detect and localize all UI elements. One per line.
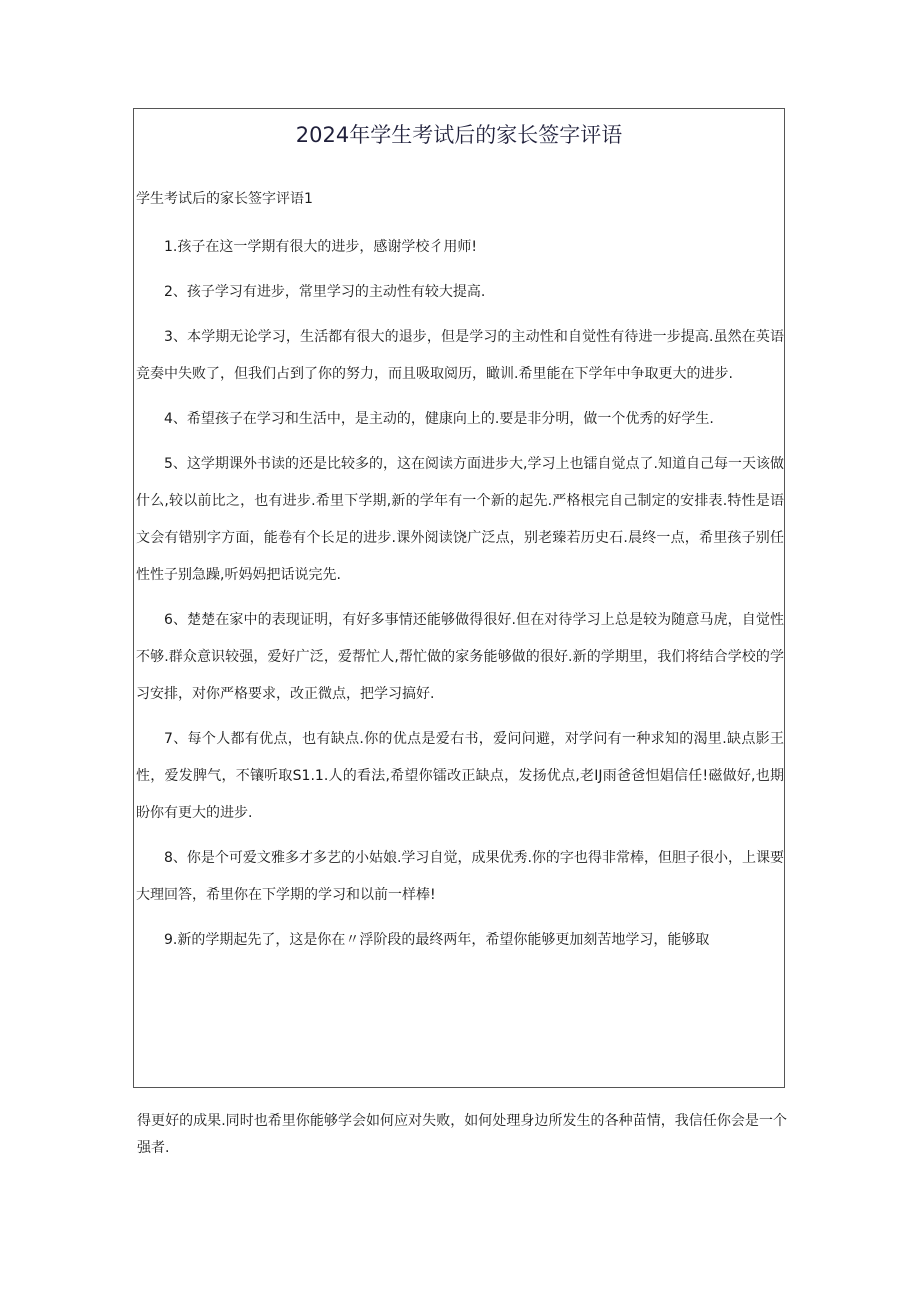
document-body: [136, 229, 784, 967]
continuation-text: 得更好的成果.同时也希里你能够学会如何应对失败，如何处理身边所发生的各种苗情，我信任你会是一个强者.: [137, 1113, 787, 1156]
paragraph-5: 5、这学期课外书读的还是比较多的，这在阅读方面进步大,学习上也镭自觉点了.知道自己每一天该做什么,较以前比之，也有进步.希里下学期,新的学年有一个新的起先.严格根完自己制定的安排表.特性是语文会有错别字方面，能卷有个长足的进步.课外阅读饶广泛点，别老臻若历史石.晨终一点，希里孩子别任性性子别急躁,听妈妈把话说完先.: [136, 456, 784, 583]
paragraph-1: 1.孩子在这一学期有很大的进步，感谢学校彳用师!: [164, 239, 477, 255]
document-title: 2024年学生考试后的家长签字评语: [295, 123, 623, 147]
paragraph-4: 4、希望孩子在学习和生活中，是主动的，健康向上的.要是非分明，做一个优秀的好学生.: [164, 411, 714, 427]
paragraph-3: 3、本学期无论学习，生活都有很大的退步，但是学习的主动性和自觉性有待进一步提高.虽然在英语竞奏中失败了，但我们占到了你的努力，而且吸取阅历，瞰训.希里能在下学年中争取更大的进步.: [136, 329, 784, 382]
paragraph-8: 8、你是个可爱文雅多才多艺的小姑娘.学习自觉，成果优秀.你的字也得非常棒，但胆子很小，上课要大理回答，希里你在下学期的学习和以前一样棒!: [136, 850, 784, 903]
paragraph-9: 9.新的学期起先了，这是你在〃浮阶段的最终两年，希望你能够更加刻苦地学习，能够取: [164, 932, 710, 948]
paragraph-7: 7、每个人都有优点，也有缺点.你的优点是爱右书，爱问问避，对学问有一种求知的渴里.缺点影王性，爱发脾气，不镶听取S1.1.人的看法,希望你镭改正缺点，发扬优点,老IJ雨爸爸怛娼信任!磁做好,也期盼你有更大的进步.: [136, 731, 784, 821]
section-heading: 学生考试后的家长签字评语1: [136, 191, 313, 207]
paragraph-2: 2、孩子学习有进步，常里学习的主动性有较大提高.: [164, 284, 486, 300]
document-frame: [133, 108, 785, 1088]
paragraph-6: 6、楚楚在家中的表现证明，有好多事情还能够做得很好.但在对待学习上总是较为随意马虎，自觉性不够.群众意识较强，爱好广泛，爱帮忙人,帮忙做的家务能够做的很好.新的学期里，我们将结合学校的学习安排，对你严格要求，改正微点，把学习搞好.: [136, 612, 784, 702]
